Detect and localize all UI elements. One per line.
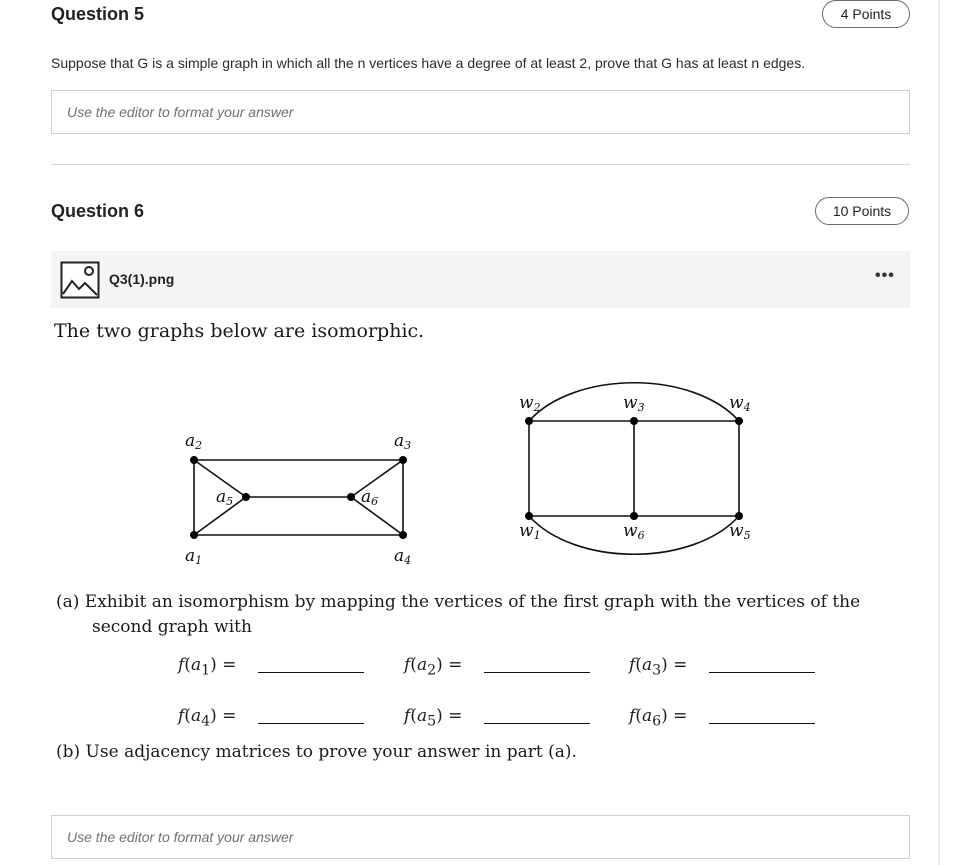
question-6-points-badge: 10 Points <box>815 197 909 225</box>
more-options-icon[interactable]: ••• <box>875 267 895 284</box>
vertex-w1 <box>525 512 533 520</box>
blank-f-a2[interactable] <box>484 672 590 673</box>
map-f-a3: $f(a_3)$ = <box>629 655 688 679</box>
map-f-a4: $f(a_4)$ = <box>178 706 237 730</box>
label-w4: w4 <box>729 393 751 414</box>
map-f-a1: $f(a_1)$ = <box>178 655 237 679</box>
blank-f-a5[interactable] <box>484 723 590 724</box>
part-a-line-2: second graph with <box>92 617 252 637</box>
question-5-title: Question 5 <box>51 4 145 24</box>
question-5-prompt: Suppose that G is a simple graph in which all the n vertices have a degree of at least 2, prove that G has at least n edges. <box>51 55 806 71</box>
vertex-w5 <box>735 512 743 520</box>
blank-f-a1[interactable] <box>258 672 364 673</box>
label-a6: a6 <box>361 487 379 508</box>
edge-a3-a6 <box>351 460 403 497</box>
vertex-a5 <box>242 493 250 501</box>
attachment-filename[interactable]: Q3(1).png <box>109 271 175 287</box>
graph-2 <box>505 375 775 555</box>
blank-f-a6[interactable] <box>709 723 815 724</box>
image-file-icon <box>60 261 100 299</box>
label-a5: a5 <box>216 487 234 508</box>
label-a2: a2 <box>185 431 203 452</box>
page-right-border <box>938 0 940 865</box>
question-6-title: Question 6 <box>51 201 145 221</box>
map-f-a2: $f(a_2)$ = <box>404 655 463 679</box>
vertex-a2 <box>190 456 198 464</box>
label-a3: a3 <box>394 431 412 452</box>
question-5-points-badge: 4 Points <box>822 0 910 28</box>
question-divider <box>51 164 910 165</box>
part-a-line-1: (a) Exhibit an isomorphism by mapping the vertices of the first graph with the vertices of the <box>56 592 861 612</box>
label-w2: w2 <box>519 393 541 414</box>
map-f-a5: $f(a_5)$ = <box>404 706 463 730</box>
blank-f-a4[interactable] <box>258 723 364 724</box>
label-w5: w5 <box>729 521 751 542</box>
vertex-w6 <box>630 512 638 520</box>
label-w6: w6 <box>623 521 645 542</box>
attachment-bar[interactable] <box>51 251 910 308</box>
question-6-intro: The two graphs below are isomorphic. <box>54 320 425 342</box>
vertex-w3 <box>630 417 638 425</box>
vertex-w4 <box>735 417 743 425</box>
vertex-a3 <box>399 456 407 464</box>
question-6-answer-editor[interactable]: Use the editor to format your answer <box>51 815 910 859</box>
vertex-a1 <box>190 531 198 539</box>
part-b: (b) Use adjacency matrices to prove your answer in part (a). <box>56 742 577 762</box>
map-f-a6: $f(a_6)$ = <box>629 706 688 730</box>
blank-f-a3[interactable] <box>709 672 815 673</box>
label-a1: a1 <box>185 546 203 567</box>
vertex-w2 <box>525 417 533 425</box>
label-a4: a4 <box>394 546 412 567</box>
question-5-answer-editor[interactable]: Use the editor to format your answer <box>51 90 910 134</box>
vertex-a6 <box>347 493 355 501</box>
graph-1 <box>170 425 420 575</box>
label-w1: w1 <box>519 521 541 542</box>
label-w3: w3 <box>623 393 645 414</box>
vertex-a4 <box>399 531 407 539</box>
